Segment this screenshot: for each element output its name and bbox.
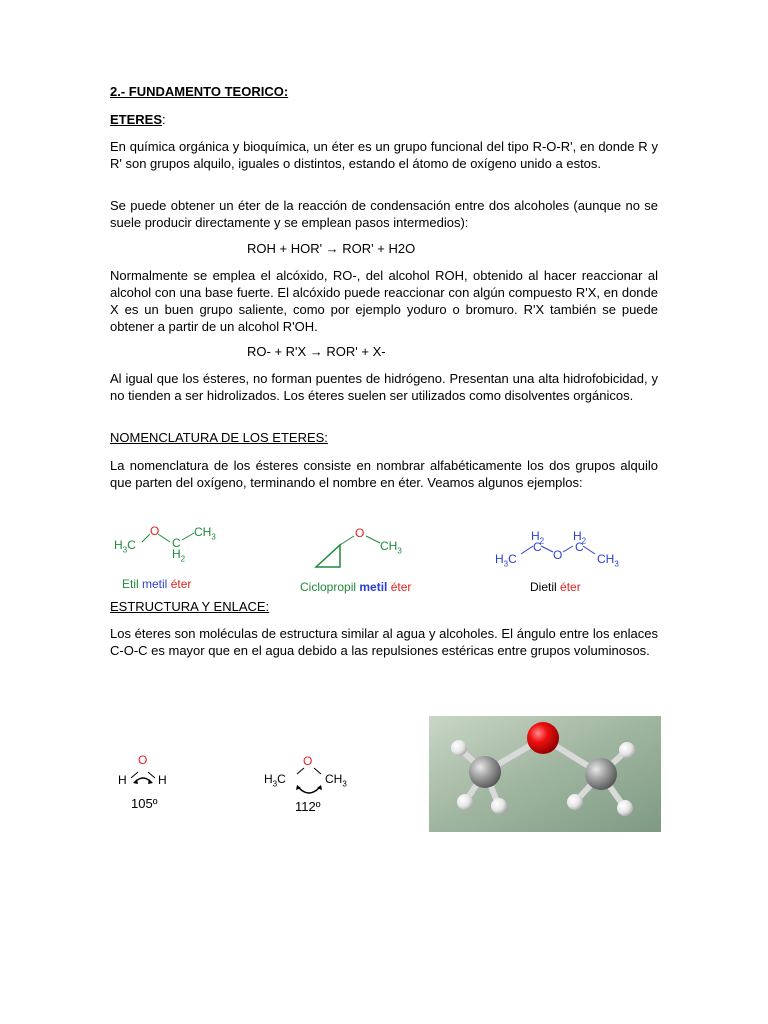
ch3-label: $CH_3$ [325, 772, 347, 789]
carbon-label-right: C [575, 540, 584, 554]
h2-label-left: $H_2$ [531, 529, 545, 546]
section-title: 2.- FUNDAMENTO TEORICO: [110, 84, 289, 99]
carbon-label: C [172, 536, 181, 550]
eteres-heading: ETERES [110, 112, 163, 127]
h3c-label: $H_3C$ [264, 772, 286, 789]
eteres-heading-line [110, 111, 166, 128]
oxygen-label: O [303, 754, 313, 768]
h2-label: $H_2$ [172, 547, 186, 564]
oxygen-label: O [138, 753, 148, 767]
h2-label-right: $H_2$ [573, 529, 587, 546]
carbon-label-left: C [533, 540, 542, 554]
cyclopropyl-bonds [310, 525, 420, 575]
eteres-paragraph-4: Al igual que los ésteres, no forman puentes de hidrógeno. Presentan una alta hidrofobicidad, y no tienden a ser hidrolizados. Los éteres suelen ser utilizados como disolventes orgánicos. [110, 371, 658, 403]
ether-angle-value: 112º [295, 799, 321, 814]
water-angle-value: 105º [131, 796, 158, 811]
estructura-paragraph: Los éteres son moléculas de estructura similar al agua y alcoholes. El ángulo entre los enlaces C-O-C es mayor que en el agua debido a las repulsiones estéricas entre grupos voluminosos. [110, 626, 658, 658]
ch3-label: $CH_3$ [380, 539, 402, 556]
estructura-heading: ESTRUCTURA Y ENLACE: [110, 599, 270, 614]
dimethyl-ether-3d-model [429, 716, 661, 832]
example-name-cyclopropyl-methyl-ether: Ciclopropil metil éter [300, 580, 412, 594]
h3c-label: $H_3C$ [495, 552, 517, 569]
equation-1: ROH + HOR' → ROR' + H2O [247, 241, 416, 256]
example-name-diethyl-ether: Dietil éter [530, 580, 581, 594]
example-name-ethyl-methyl-ether: Etil metil éter [122, 577, 192, 591]
oxygen-label: O [150, 524, 160, 538]
oxygen-label: O [553, 548, 563, 562]
equation-2: RO- + R'X → ROR' + X- [247, 344, 386, 359]
ch3-label: $CH_3$ [194, 525, 216, 542]
diethyl-ether-structure [495, 528, 635, 572]
nomenclatura-heading: NOMENCLATURA DE LOS ETERES: [110, 430, 328, 445]
eteres-paragraph-3: Normalmente se emplea el alcóxido, RO-, del alcohol ROH, obtenido al hacer reaccionar al alcohol con una base fuerte. El alcóxido puede reaccionar con algún compuesto R'X, en donde X es un buen grupo saliente, como por ejemplo yoduro o bromuro. R'X también se puede obtener a partir de un alcohol R'OH. [110, 268, 658, 334]
cyclopropyl-methyl-ether-structure [310, 525, 420, 575]
ball-and-stick-model-image [429, 716, 661, 832]
eteres-paragraph-1: En química orgánica y bioquímica, un éter es un grupo funcional del tipo R-O-R', en donde R y R' son grupos alquilo, iguales o distintos, estando el átomo de oxígeno unido a estos. [110, 139, 658, 171]
ch3-label: $CH_3$ [597, 552, 619, 569]
eteres-paragraph-2: Se puede obtener un éter de la reacción de condensación entre dos alcoholes (aunque no se suele producir directamente y se emplean pasos intermedios): [110, 198, 658, 230]
hydrogen-right-label: H [158, 773, 167, 787]
nomenclatura-paragraph: La nomenclatura de los ésteres consiste en nombrar alfabéticamente los dos grupos alquilo que parten del oxígeno, terminando el nombre en éter. Veamos algunos ejemplos: [110, 458, 658, 490]
hydrogen-left-label: H [118, 773, 127, 787]
h3c-label: $H_3C$ [114, 538, 136, 555]
eteres-colon: : [162, 112, 166, 127]
ethyl-methyl-ether-structure [112, 520, 232, 570]
ether-angle-diagram [263, 754, 363, 798]
water-angle-diagram [115, 752, 175, 792]
oxygen-label: O [355, 526, 365, 540]
